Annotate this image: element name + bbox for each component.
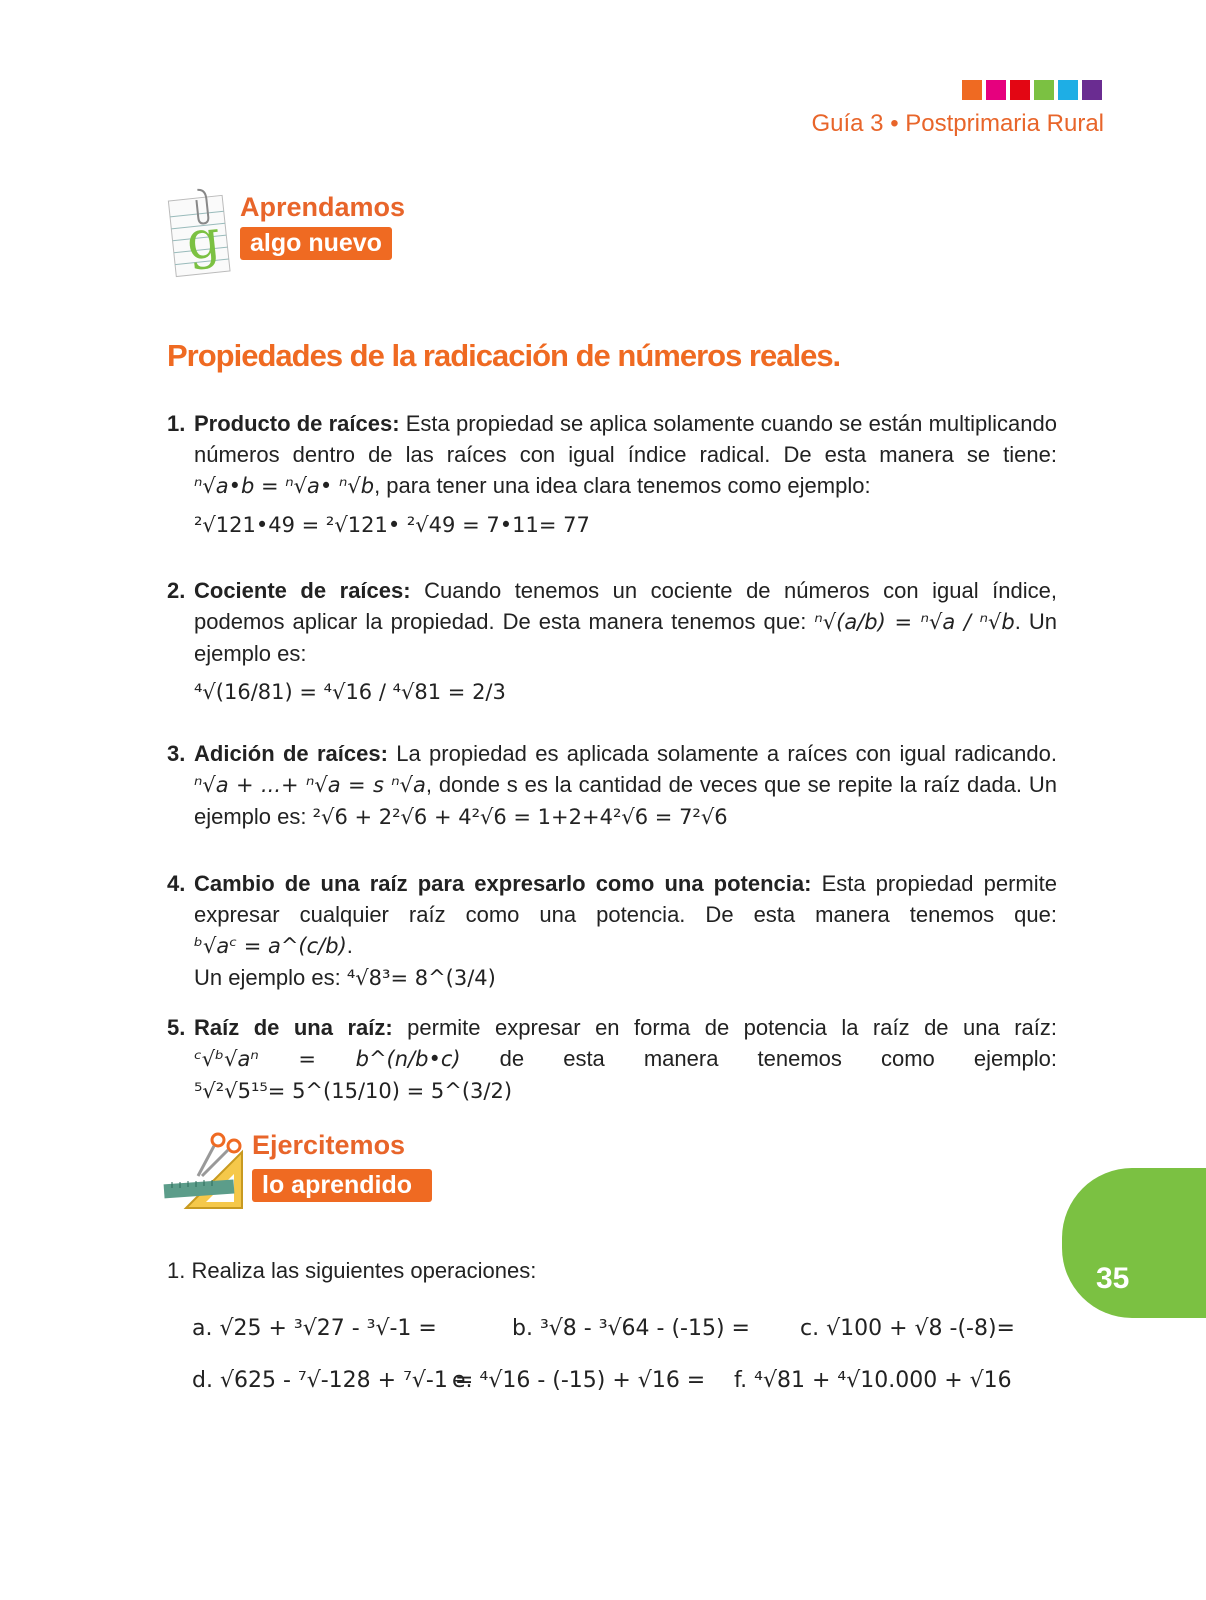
item-heading: Cociente de raíces: (194, 578, 411, 603)
item-formula: ⁿ√a•b = ⁿ√a• ⁿ√b (194, 474, 375, 498)
item-text: La propiedad es aplicada solamente a raíces con igual radicando. (396, 741, 1057, 766)
item-formula: ⁿ√(a/b) = ⁿ√a / ⁿ√b (814, 610, 1015, 634)
learn-title-line2: algo nuevo (240, 227, 392, 260)
color-square-2 (986, 80, 1006, 100)
item-text-after: . Un ejemplo es: (194, 609, 1057, 666)
item-example: ⁵√²√5¹⁵= 5^(15/10) = 5^(3/2) (194, 1079, 513, 1103)
property-item-5 (167, 1012, 1057, 1107)
item-text-after: Un ejemplo es: (194, 965, 341, 990)
exercise-a: a. √25 + ³√27 - ³√-1 = (192, 1316, 437, 1341)
item-number: 5. (167, 1015, 186, 1040)
guide-header: Guía 3 • Postprimaria Rural (811, 110, 1104, 137)
color-square-1 (962, 80, 982, 100)
color-square-5 (1058, 80, 1078, 100)
exercise-b: b. ³√8 - ³√64 - (-15) = (512, 1316, 750, 1341)
item-text: Esta propiedad permite expresar cualquier raíz como una potencia. De esta manera tenemos que: (194, 871, 1057, 927)
page-title: Propiedades de la radicación de números reales. (167, 338, 841, 373)
item-heading: Adición de raíces: (194, 741, 388, 766)
color-square-4 (1034, 80, 1054, 100)
exercise-f: f. ⁴√81 + ⁴√10.000 + √16 (734, 1368, 1012, 1393)
item-formula: ᶜ√ᵇ√aⁿ = b^(n/b•c) (194, 1047, 461, 1071)
item-number: 2. (167, 578, 186, 603)
color-square-6 (1082, 80, 1102, 100)
item-number: 4. (167, 871, 186, 896)
property-item-4: 4. Cambio de una raíz para expresarlo como una potencia: Esta propiedad permite expresar cualquier raíz como una potencia. De esta manera tenemos que: ᵇ√aᶜ = a^(c/b). Un ejemplo es: ⁴√8³= 8^(3/4) (167, 868, 1057, 994)
page-number: 35 (1096, 1262, 1130, 1295)
item-number: 1. (167, 411, 186, 436)
page-number-badge (1062, 1168, 1206, 1318)
exercise-d: d. √625 - ⁷√-128 + ⁷√-1 = (192, 1368, 474, 1393)
item-example: ²√6 + 2²√6 + 4²√6 = 1+2+4²√6 = 7²√6 (312, 805, 728, 829)
item-formula: ⁿ√a + ...+ ⁿ√a = s ⁿ√a (194, 773, 426, 797)
learn-title-line1: Aprendamos (240, 192, 406, 222)
ruler-scissors-icon (162, 1130, 246, 1214)
item-heading: Raíz de una raíz: (194, 1015, 393, 1040)
exercise-c: c. √100 + √8 -(-8)= (800, 1316, 1015, 1341)
item-text-after: , para tener una idea clara tenemos como ejemplo: (374, 473, 871, 498)
item-text-after: , donde s es la cantidad de veces que se repite la raíz dada. Un ejemplo es: (194, 772, 1057, 829)
learn-section-title (240, 192, 405, 260)
property-item-2 (167, 575, 1057, 708)
exercise-prompt: 1. Realiza las siguientes operaciones: (167, 1258, 537, 1283)
property-item-3 (167, 738, 1057, 833)
item-formula: ᵇ√aᶜ = a^(c/b) (194, 934, 347, 958)
item-text-after: de esta manera tenemos como ejemplo: (499, 1046, 1057, 1071)
practice-title-line2: lo aprendido (252, 1169, 432, 1202)
exercise-e: e. ⁴√16 - (-15) + √16 = (452, 1368, 706, 1393)
practice-title-line1: Ejercitemos (252, 1130, 406, 1160)
property-item-1 (167, 408, 1057, 541)
practice-section-title (252, 1130, 432, 1202)
item-text: permite expresar en forma de potencia la raíz de una raíz: (407, 1015, 1057, 1040)
notebook-icon (164, 188, 234, 280)
svg-text:g: g (183, 209, 224, 273)
item-text: Cuando tenemos un cociente de números con igual índice, podemos aplicar la propiedad. De esta manera tenemos que: (194, 578, 1057, 634)
item-number: 3. (167, 741, 186, 766)
item-example: ²√121•49 = ²√121• ²√49 = 7•11= 77 (194, 513, 590, 537)
item-text: Esta propiedad se aplica solamente cuando se están multiplicando números dentro de las raíces con igual índice radical. De esta manera se tiene: (194, 411, 1057, 467)
item-example: ⁴√(16/81) = ⁴√16 / ⁴√81 = 2/3 (194, 680, 506, 704)
item-heading: Producto de raíces: (194, 411, 400, 436)
color-square-3 (1010, 80, 1030, 100)
item-heading: Cambio de una raíz para expresarlo como una potencia: (194, 871, 812, 896)
item-example: ⁴√8³= 8^(3/4) (346, 966, 496, 990)
